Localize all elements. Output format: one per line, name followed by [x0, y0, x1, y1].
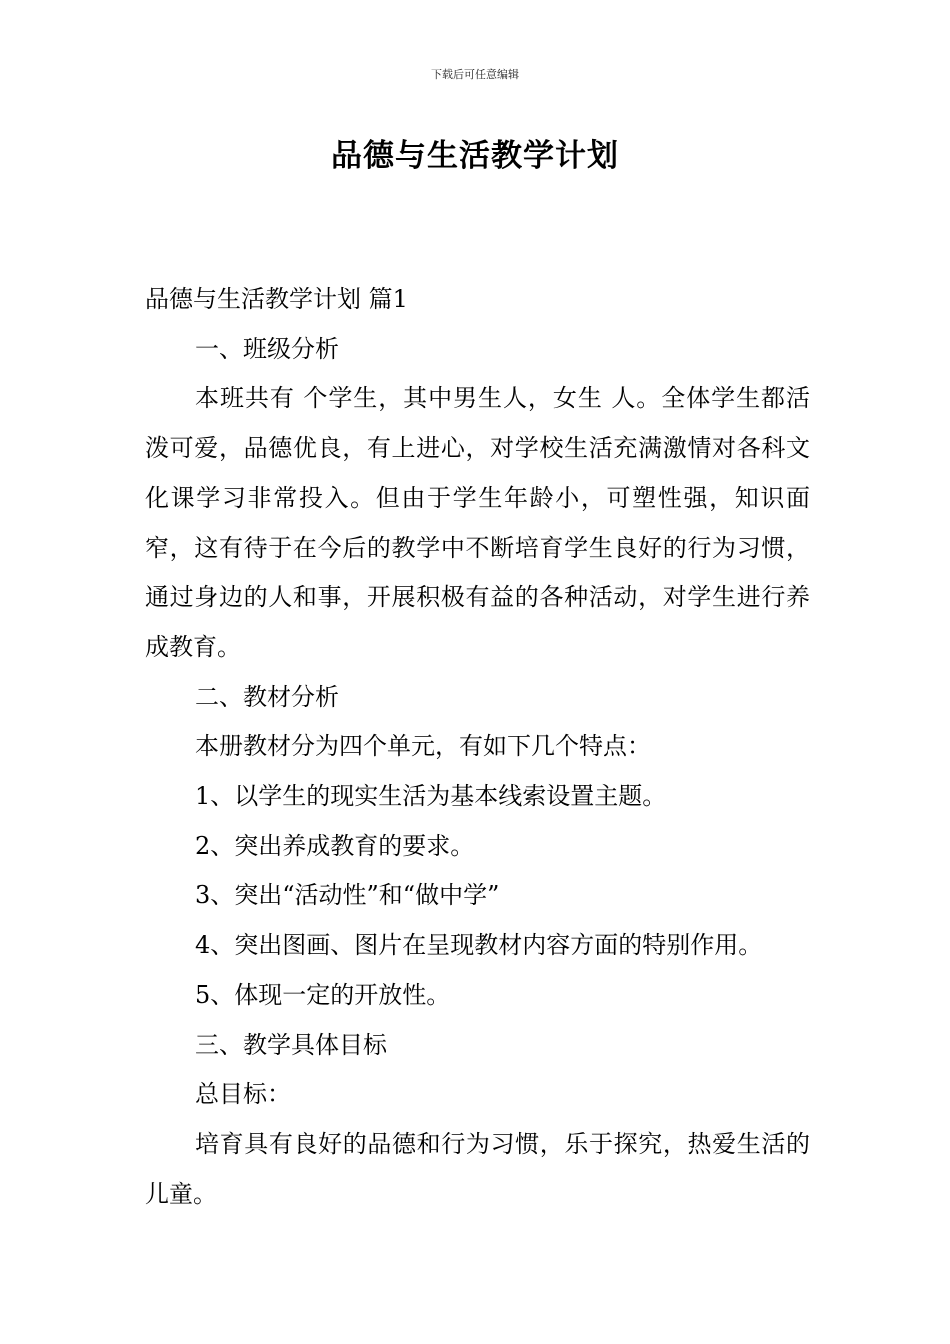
label-overall-goal: 总目标：: [195, 1080, 291, 1109]
list-item: 2、突出养成教育的要求。: [195, 831, 475, 860]
paragraph-textbook-intro: 本册教材分为四个单元，有如下几个特点：: [195, 732, 651, 761]
list-item: 1、以学生的现实生活为基本线索设置主题。: [195, 782, 667, 811]
list-item: 4、突出图画、图片在呈现教材内容方面的特别作用。: [195, 931, 763, 960]
section-heading: 品德与生活教学计划 篇1: [145, 285, 408, 313]
document-body: [145, 275, 810, 1219]
paragraph-overall-goal: 培育具有良好的品德和行为习惯，乐于探究，热爱生活的儿童。: [145, 1129, 810, 1208]
document-title: 品德与生活教学计划: [331, 138, 619, 174]
heading-textbook-analysis: 二、教材分析: [195, 682, 339, 711]
paragraph-class-description: 本班共有 个学生，其中男生人，女生 人。全体学生都活泼可爱，品德优良，有上进心，对学校生活充满激情对各科文化课学习非常投入。但由于学生年龄小，可塑性强，知识面窄，这有待于在今后的教学中不断培育学生良好的行为习惯，通过身边的人和事，开展积极有益的各种活动，对学生进行养成教育。: [145, 384, 810, 661]
list-item: 3、突出“活动性”和“做中学”: [195, 881, 500, 910]
heading-class-analysis: 一、班级分析: [195, 334, 339, 363]
heading-teaching-goals: 三、教学具体目标: [195, 1030, 387, 1059]
list-item: 5、体现一定的开放性。: [195, 980, 451, 1009]
header-note: 下载后可任意编辑: [431, 68, 519, 81]
